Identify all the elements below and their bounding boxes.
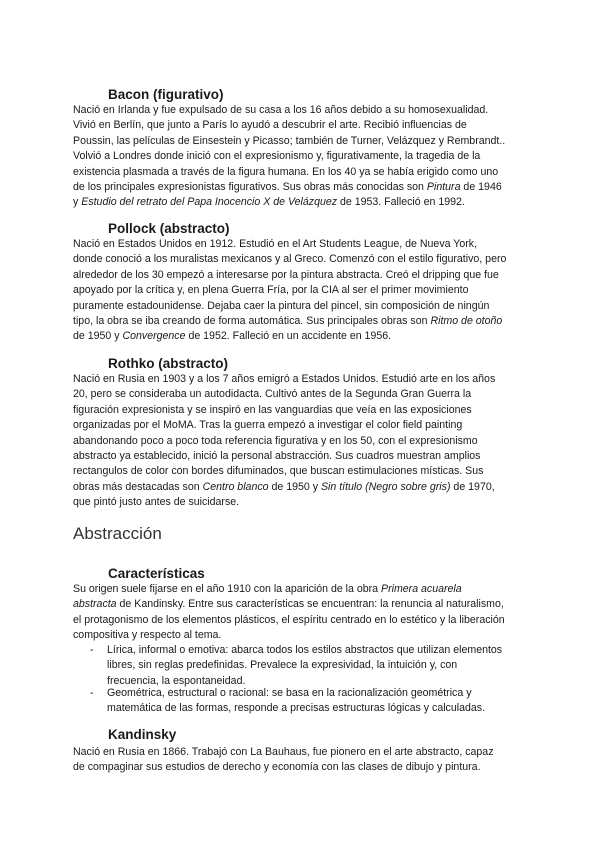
text-segment: Su origen suele fijarse en el año 1910 con la aparición de la obra [73,583,382,595]
paragraph-pollock [73,237,533,345]
text-segment: compositiva y respecto al tema. [73,629,222,642]
heading-bacon: Bacon (figurativo) [108,87,224,102]
italic-title: Primera acuarela [381,583,462,595]
text-segment: y [73,196,82,209]
text-line [73,180,533,195]
italic-title: Centro blanco [202,480,269,493]
text-segment: que pintó justo antes de suicidarse. [73,496,240,509]
text-segment: puramente estadounidense. Dejaba caer la pintura del pincel, sin composición de ningún [73,299,490,312]
text-segment: de 1952. Falleció en un accidente en 1956. [185,330,392,343]
paragraph-caracteristicas [73,582,533,644]
text-segment: abandonando poco a poco toda referencia figurativa y en los 50, con el expresionismo [73,434,478,447]
text-segment: Nació en Estados Unidos en 1912. Estudió en el Art Students League, de Nueva York, [73,238,478,250]
list-text-line: matemática de las formas, responde a precisas estructuras lógicas y calculadas. [107,702,486,715]
heading-pollock: Pollock (abstracto) [108,221,230,236]
list-dash: - [90,644,94,656]
text-line [73,118,533,133]
text-segment: de los principales expresionistas figurativos. Sus obras más conocidas son [73,181,427,194]
text-segment: de Kandinsky. Entre sus características se encuentran: la renuncia al naturalismo, [116,598,504,611]
italic-title: Pintura [426,181,461,194]
text-line [73,314,533,329]
list-text-line: Lírica, informal o emotiva: abarca todos los estilos abstractos que utilizan elementos [107,644,503,656]
text-segment: abstracto ya establecido, inició la personal abstracción. Sus cuadros muestran amplios [73,450,481,463]
text-segment: alrededor de los 30 empezó a interesarse por la pintura abstracta. Creó el dripping que fue [73,268,499,281]
text-segment: de 1950 y [268,480,321,493]
text-segment: de 1950 y [73,330,123,343]
text-line [73,103,533,118]
heading-kandinsky: Kandinsky [108,727,177,742]
text-line [73,149,533,164]
text-segment: donde conoció a los muralistas mexicanos y al Greco. Comenzó con el estilo figurativo, pero [73,253,507,266]
text-segment: apoyado por la crítica y, en plena Guerra Fría, por la CIA al ser el primer movimiento [73,284,469,297]
text-segment: figuración expresionista y se inspiró en las vanguardias que veía en las exposiciones [73,403,472,416]
list-text-line: libres, sin reglas predefinidas. Prevalece la expresividad, la intuición y, con [107,659,458,672]
text-segment: 20, pero se consideraba un autodidacta. Cultivó antes de la Segunda Gran Guerra la [73,388,472,401]
paragraph-kandinsky [73,745,533,776]
text-segment: de 1946 [460,181,502,194]
list-text-line: frecuencia, la espontaneidad. [107,674,246,687]
italic-title: Convergence [122,330,186,343]
text-segment: Nació en Rusia en 1903 y a los 7 años emigró a Estados Unidos. Estudió arte en los años [73,373,496,385]
text-segment: el protagonismo de los elementos plásticos, el espíritu centrado en lo estético y la liberación [73,613,505,626]
text-line [73,237,533,252]
text-line [73,387,533,402]
text-segment: de 1970, [450,480,495,493]
text-line [73,329,533,344]
text-segment: Nació en Irlanda y fue expulsado de su casa a los 16 años debido a su homosexualidad. [73,104,489,116]
text-segment: de 1953. Falleció en 1992. [337,196,465,209]
text-line [73,403,533,418]
text-line [73,134,533,149]
italic-title: Estudio del retrato del Papa Inocencio X de Velázquez [81,196,338,209]
paragraph-rothko [73,372,533,511]
text-segment: rectangulos de color con bordes difuminados, que buscan estimulaciones místicas. Sus [73,465,484,478]
list-item-lirica [90,643,537,689]
text-line [73,760,533,775]
text-line [73,464,533,479]
text-line [73,299,533,314]
paragraph-bacon [73,103,533,211]
text-line [73,745,533,760]
text-segment: Volvió a Londres donde inició con el expresionismo y, figurativamente, la tragedia de la [73,150,481,163]
heading-caracteristicas: Características [108,566,205,581]
list-item-geometrica [90,686,537,717]
text-line [73,582,533,597]
text-line [73,418,533,433]
text-line [73,597,533,612]
text-line [73,449,533,464]
italic-title: Ritmo de otoño [430,315,503,328]
text-segment: organizadas por el MoMA. Tras la guerra empezó a investigar el color field painting [73,419,463,432]
italic-title: abstracta [73,598,117,611]
list-text-line: Geométrica, estructural o racional: se basa en la racionalización geométrica y [107,687,472,699]
text-segment: Poussin, las películas de Einsestein y Picasso; también de Turner, Velázquez y Rembrandt.. [73,134,506,147]
text-segment: Nació en Rusia en 1866. Trabajó con La Bauhaus, fue pionero en el arte abstracto, capaz [73,746,494,758]
text-segment: de compaginar sus estudios de derecho y economía con las clases de dibujo y pintura. [73,761,481,774]
italic-title: Sin título (Negro sobre gris) [320,480,451,493]
text-line [73,628,533,643]
text-line [73,495,533,510]
text-segment: existencia plasmada a través de la figura humana. En los 40 ya se había erigido como uno [73,165,499,178]
text-line [73,195,533,210]
list-dash: - [90,687,94,699]
text-line [73,252,533,267]
text-line [73,613,533,628]
text-line [73,165,533,180]
heading-rothko: Rothko (abstracto) [108,356,229,371]
text-line [73,268,533,283]
text-segment: tipo, la obra se iba creando de forma automática. Sus principales obras son [73,315,431,328]
text-line [73,372,533,387]
heading-abstraccion: Abstracción [73,524,162,543]
text-segment: obras más destacadas son [73,480,203,493]
text-line [73,283,533,298]
text-line [73,434,533,449]
text-segment: Vivió en Berlín, que junto a París lo ayudó a descubrir el arte. Recibió influencias de [73,119,467,132]
text-line [73,480,533,495]
